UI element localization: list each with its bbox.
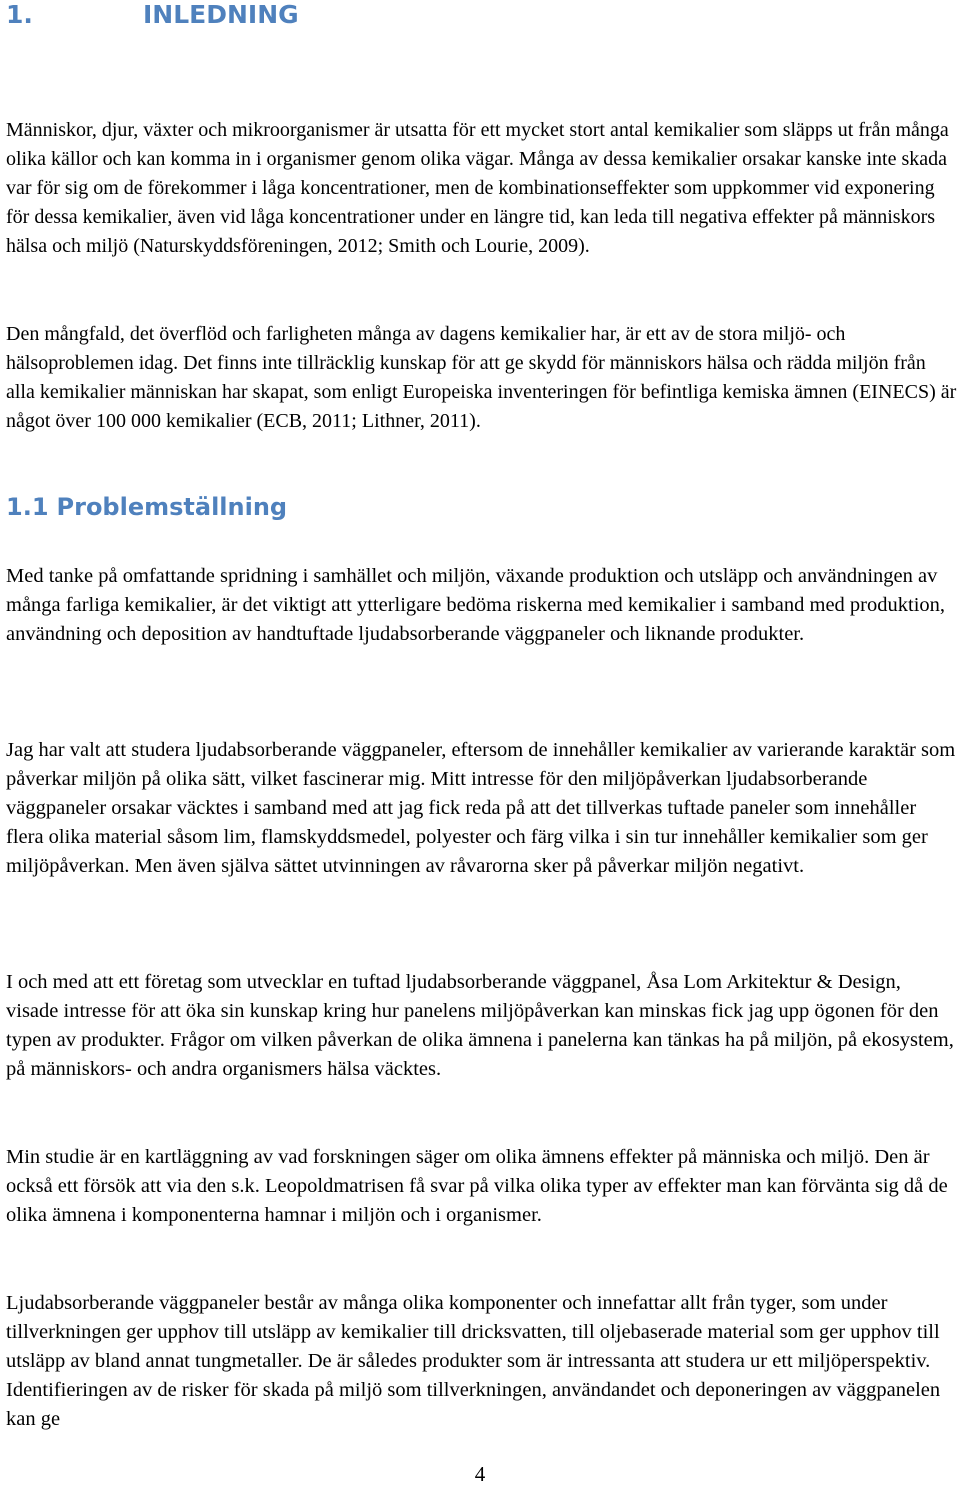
chapter-heading — [6, 0, 299, 30]
section-title: Problemställning — [56, 493, 288, 521]
problem-paragraph-2: Jag har valt att studera ljudabsorberande väggpaneler, eftersom de innehåller kemikalier av varierande karaktär som påverkar miljön på olika sätt, vilket fascinerar mig. Mitt intresse för den miljöpåverkan ljudabsorberande väggpaneler orsakar väcktes i samband med att jag fick reda på att det tillverkas tuftade paneler som innehåller flera olika material såsom lim, flamskyddsmedel, polyester och färg vilka i sin tur innehåller kemikalier som ger miljöpåverkan. Men även själva sättet utvinningen av råvarorna sker på påverkar miljön negativt. — [6, 739, 956, 877]
chapter-number: 1. — [6, 0, 33, 29]
problem-paragraph-4: Min studie är en kartläggning av vad forskningen säger om olika ämnens effekter på människa och miljö. Den är också ett försök att via den s.k. Leopoldmatrisen få svar på vilka olika typer av effekter man kan förvänta sig då de olika ämnena i komponenterna hamnar i miljön och i organismer. — [6, 1146, 948, 1226]
intro-paragraph-2: Den mångfald, det överflöd och farligheten många av dagens kemikalier har, är ett av de stora miljö- och hälsoproblemen idag. Det finns inte tillräcklig kunskap för att ge skydd för människors hälsa och rädda miljön från alla kemikalier människan har skapat, som enligt Europeiska inventeringen för befintliga kemiska ämnen (EINECS) är något över 100 000 kemikalier (ECB, 2011; Lithner, 2011). — [6, 323, 957, 432]
page-number: 4 — [474, 1462, 486, 1486]
section-number: 1.1 — [6, 493, 49, 521]
problem-paragraph-1: Med tanke på omfattande spridning i samhället och miljön, växande produktion och utsläpp och användningen av många farliga kemikalier, är det viktigt att ytterligare bedöma riskerna med kemikalier i samband med produktion, användning och deposition av handtuftade ljudabsorberande väggpaneler och liknande produkter. — [6, 565, 946, 645]
chapter-title: INLEDNING — [143, 0, 299, 29]
section-heading — [6, 492, 287, 522]
intro-paragraph-1: Människor, djur, växter och mikroorganismer är utsatta för ett mycket stort antal kemikalier som släpps ut från många olika källor och kan komma in i organismer genom olika vägar. Många av dessa kemikalier orsakar kanske inte skada var för sig om de förekommer i låga koncentrationer, men de kombinationseffekter som uppkommer vid exponering för dessa kemikalier, även vid låga koncentrationer under en längre tid, kan leda till negativa effekter på människors hälsa och miljö (Naturskyddsföreningen, 2012; Smith och Lourie, 2009). — [6, 119, 949, 257]
problem-paragraph-5: Ljudabsorberande väggpaneler består av många olika komponenter och innefattar allt från tyger, som under tillverkningen ger upphov till utsläpp av kemikalier till dricksvatten, till oljebaserade material som ger upphov till utsläpp av bland annat tungmetaller. De är således produkter som är intressanta att studera ur ett miljöperspektiv. Identifieringen av de risker för skada på miljö som tillverkningen, användandet och deponeringen av väggpanelen kan ge — [6, 1292, 941, 1430]
problem-paragraph-3: I och med att ett företag som utvecklar en tuftad ljudabsorberande väggpanel, Åsa Lom Arkitektur & Design, visade intresse för att öka sin kunskap kring hur panelens miljöpåverkan kan minskas fick jag upp ögonen för den typen av produkter. Frågor om vilken påverkan de olika ämnena i panelerna kan tänkas ha på miljön, på ekosystem, på människors- och andra organismers hälsa väcktes. — [6, 971, 954, 1080]
